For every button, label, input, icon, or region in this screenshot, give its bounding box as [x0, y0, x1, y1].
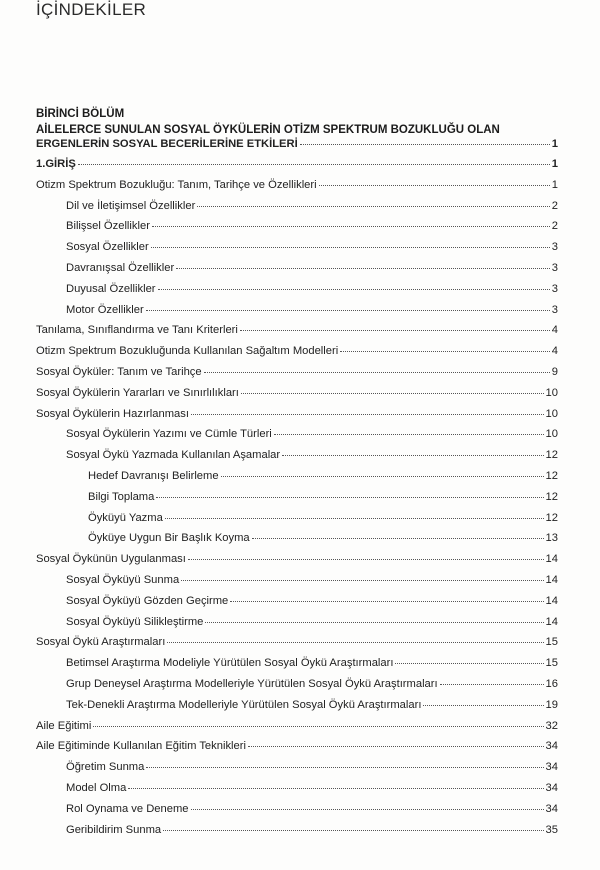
- toc-entry-page: 3: [551, 282, 558, 295]
- toc-entry-page: 16: [545, 677, 558, 690]
- dot-leader: [93, 726, 543, 727]
- toc-entry[interactable]: [36, 553, 558, 574]
- toc-entry[interactable]: [36, 574, 558, 595]
- toc-entry-page: 2: [551, 220, 558, 233]
- toc-entry[interactable]: [36, 803, 558, 824]
- toc-entry[interactable]: [36, 761, 558, 782]
- toc-entry-page: 4: [551, 324, 558, 337]
- toc-entry[interactable]: [36, 616, 558, 637]
- dot-leader: [204, 372, 550, 373]
- section-label: BİRİNCİ BÖLÜM: [36, 108, 125, 120]
- toc-entry-title: Bilgi Toplama: [88, 490, 155, 503]
- dot-leader: [423, 705, 543, 706]
- toc-entry-title: Öyküyü Yazma: [88, 511, 163, 524]
- toc-entry-page: 14: [545, 594, 558, 607]
- toc-entry-page: 15: [545, 636, 558, 649]
- toc-entry[interactable]: [36, 179, 558, 200]
- toc-entry-page: 14: [545, 553, 558, 566]
- toc-entry-title: Sosyal Öyküyü Silikleştirme: [66, 615, 204, 628]
- dot-leader: [230, 601, 543, 602]
- toc-entry-page: 3: [551, 303, 558, 316]
- toc-entry-page: 14: [545, 573, 558, 586]
- toc-entry-title: Otizm Spektrum Bozukluğunda Kullanılan Sağaltım Modelleri: [36, 345, 339, 358]
- toc-entry-page: 32: [545, 719, 558, 732]
- toc-entry-page: 3: [551, 241, 558, 254]
- toc-entry-title: Hedef Davranışı Belirleme: [88, 469, 219, 482]
- chapter-title: AİLELERCE SUNULAN SOSYAL ÖYKÜLERİN OTİZM SPEKTRUM BOZUKLUĞU OLAN: [36, 124, 500, 136]
- toc-entry-title: Betimsel Araştırma Modeliyle Yürütülen Sosyal Öykü Araştırmaları: [66, 657, 394, 670]
- toc-entry-title: ERGENLERİN SOSYAL BECERİLERİNE ETKİLERİ: [36, 138, 298, 150]
- dot-leader: [158, 289, 550, 290]
- toc-entry[interactable]: [36, 428, 558, 449]
- toc-entry-page: 35: [545, 823, 558, 836]
- dot-leader: [151, 247, 550, 248]
- toc-entry-page: 12: [545, 490, 558, 503]
- dot-leader: [152, 226, 550, 227]
- toc-entry[interactable]: [36, 366, 558, 387]
- toc-entry-title: Duyusal Özellikler: [66, 282, 156, 295]
- page-title: İÇİNDEKİLER: [36, 0, 147, 19]
- toc-entry-title: Öğretim Sunma: [66, 761, 145, 774]
- toc-entry-page: 34: [545, 802, 558, 815]
- toc-entry[interactable]: [36, 824, 558, 845]
- toc-entry[interactable]: [36, 699, 558, 720]
- dot-leader: [319, 185, 550, 186]
- toc-entry-page: 3: [551, 261, 558, 274]
- toc-entry-page: 9: [551, 365, 558, 378]
- toc-entry-page: 34: [545, 740, 558, 753]
- dot-leader: [167, 642, 543, 643]
- toc-entry-page: 10: [545, 428, 558, 441]
- toc-entry-title: Sosyal Öykünün Uygulanması: [36, 553, 186, 566]
- toc-entry[interactable]: [36, 740, 558, 761]
- table-of-contents: [36, 106, 558, 844]
- dot-leader: [163, 830, 543, 831]
- toc-entry[interactable]: [36, 657, 558, 678]
- toc-entry[interactable]: [36, 387, 558, 408]
- toc-entry-title: Sosyal Özellikler: [66, 241, 149, 254]
- toc-entries: [36, 138, 558, 844]
- toc-entry[interactable]: [36, 324, 558, 345]
- dot-leader: [191, 809, 544, 810]
- toc-entry-title: Rol Oynama ve Deneme: [66, 802, 189, 815]
- toc-entry-title: Model Olma: [66, 781, 127, 794]
- toc-entry[interactable]: [36, 262, 558, 283]
- toc-entry-page: 10: [545, 386, 558, 399]
- dot-leader: [205, 622, 543, 623]
- toc-entry-page: 34: [545, 761, 558, 774]
- toc-entry-title: Sosyal Öykü Yazmada Kullanılan Aşamalar: [66, 449, 281, 462]
- dot-leader: [156, 497, 543, 498]
- toc-entry[interactable]: [36, 678, 558, 699]
- dot-leader: [340, 351, 550, 352]
- toc-entry-title: Öyküye Uygun Bir Başlık Koyma: [88, 532, 250, 545]
- dot-leader: [221, 476, 544, 477]
- toc-entry-title: Aile Eğitiminde Kullanılan Eğitim Teknikleri: [36, 740, 246, 753]
- toc-entry-title: Davranışsal Özellikler: [66, 261, 175, 274]
- toc-entry-page: 1: [551, 138, 558, 150]
- toc-entry[interactable]: [36, 636, 558, 657]
- toc-entry[interactable]: [36, 491, 558, 512]
- toc-entry-page: 12: [545, 469, 558, 482]
- dot-leader: [128, 788, 543, 789]
- toc-entry[interactable]: [36, 532, 558, 553]
- dot-leader: [176, 268, 550, 269]
- toc-entry-title: Bilişsel Özellikler: [66, 220, 150, 233]
- toc-entry-page: 10: [545, 407, 558, 420]
- dot-leader: [191, 414, 544, 415]
- dot-leader: [78, 164, 550, 165]
- dot-leader: [274, 434, 544, 435]
- toc-entry[interactable]: [36, 595, 558, 616]
- toc-entry-title: Grup Deneysel Araştırma Modelleriyle Yürütülen Sosyal Öykü Araştırmaları: [66, 677, 438, 690]
- toc-entry-title: Aile Eğitimi: [36, 719, 92, 732]
- toc-entry-title: Dil ve İletişimsel Özellikler: [66, 199, 196, 212]
- dot-leader: [240, 330, 550, 331]
- toc-entry-page: 13: [545, 532, 558, 545]
- toc-entry[interactable]: [36, 304, 558, 325]
- toc-entry[interactable]: [36, 158, 558, 179]
- toc-entry-title: Motor Özellikler: [66, 303, 144, 316]
- toc-entry-page: 1: [551, 158, 558, 170]
- toc-entry-page: 1: [551, 178, 558, 191]
- dot-leader: [181, 580, 543, 581]
- toc-entry[interactable]: [36, 782, 558, 803]
- toc-entry-title: Sosyal Öyküyü Sunma: [66, 573, 180, 586]
- dot-leader: [282, 455, 543, 456]
- toc-entry[interactable]: [36, 241, 558, 262]
- toc-entry-title: Tek-Denekli Araştırma Modelleriyle Yürütülen Sosyal Öykü Araştırmaları: [66, 698, 422, 711]
- dot-leader: [188, 559, 544, 560]
- toc-entry[interactable]: [36, 220, 558, 241]
- toc-entry-title: Sosyal Öykülerin Hazırlanması: [36, 407, 189, 420]
- toc-entry[interactable]: [36, 720, 558, 741]
- toc-entry-page: 14: [545, 615, 558, 628]
- toc-entry-page: 4: [551, 345, 558, 358]
- toc-entry-title: Sosyal Öyküler: Tanım ve Tarihçe: [36, 365, 202, 378]
- dot-leader: [440, 684, 544, 685]
- toc-entry-title: 1.GİRİŞ: [36, 158, 76, 170]
- toc-entry-title: Otizm Spektrum Bozukluğu: Tanım, Tarihçe ve Özellikleri: [36, 178, 317, 191]
- dot-leader: [300, 144, 550, 145]
- toc-entry-title: Sosyal Öykülerin Yazımı ve Cümle Türleri: [66, 428, 272, 441]
- toc-entry-title: Sosyal Öykü Araştırmaları: [36, 636, 166, 649]
- toc-entry-page: 15: [545, 657, 558, 670]
- dot-leader: [252, 538, 544, 539]
- toc-entry[interactable]: [36, 345, 558, 366]
- toc-entry-page: 2: [551, 199, 558, 212]
- dot-leader: [146, 310, 550, 311]
- toc-entry[interactable]: [36, 512, 558, 533]
- dot-leader: [241, 393, 544, 394]
- dot-leader: [146, 767, 543, 768]
- dot-leader: [395, 663, 543, 664]
- toc-entry[interactable]: [36, 470, 558, 491]
- toc-entry[interactable]: [36, 138, 558, 158]
- dot-leader: [248, 746, 544, 747]
- toc-entry[interactable]: [36, 449, 558, 470]
- toc-entry-page: 34: [545, 781, 558, 794]
- toc-entry-page: 12: [545, 449, 558, 462]
- toc-entry-title: Tanılama, Sınıflandırma ve Tanı Kriterleri: [36, 324, 238, 337]
- toc-entry-title: Sosyal Öyküyü Gözden Geçirme: [66, 594, 229, 607]
- toc-entry[interactable]: [36, 283, 558, 304]
- toc-entry-title: Geribildirim Sunma: [66, 823, 162, 836]
- toc-entry[interactable]: [36, 408, 558, 429]
- toc-entry[interactable]: [36, 200, 558, 221]
- toc-entry-title: Sosyal Öykülerin Yararları ve Sınırlılıkları: [36, 386, 239, 399]
- toc-entry-page: 19: [545, 698, 558, 711]
- toc-entry-page: 12: [545, 511, 558, 524]
- dot-leader: [197, 206, 549, 207]
- dot-leader: [165, 518, 544, 519]
